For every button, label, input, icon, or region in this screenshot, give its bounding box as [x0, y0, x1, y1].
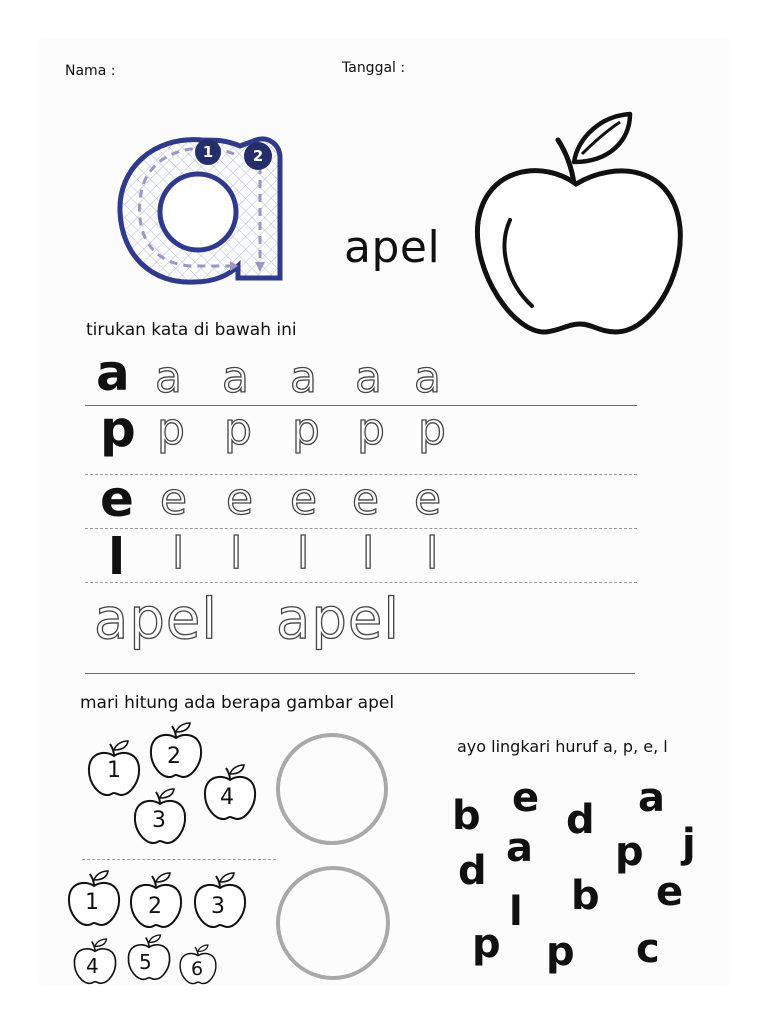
- count-instruction: mari hitung ada berapa gambar apel: [80, 693, 395, 713]
- apple-count-number: 2: [167, 744, 181, 769]
- hunt-letter[interactable]: d: [566, 797, 595, 843]
- apple-count-number: 6: [191, 958, 204, 980]
- apple-count-number: 1: [85, 890, 99, 915]
- trace-letter[interactable]: a: [355, 352, 382, 403]
- hunt-letter[interactable]: b: [571, 873, 600, 919]
- hunt-letter[interactable]: e: [512, 775, 540, 821]
- hunt-letter[interactable]: p: [546, 929, 575, 975]
- trace-letter[interactable]: l: [426, 528, 439, 579]
- trace-letter[interactable]: p: [224, 404, 252, 455]
- hunt-letter[interactable]: p: [472, 921, 501, 967]
- date-label: Tanggal :: [342, 60, 406, 76]
- hunt-letter[interactable]: c: [636, 926, 660, 972]
- step-2-badge: 2: [244, 142, 272, 170]
- step-1-badge: 1: [195, 139, 221, 165]
- apple-count-number: 3: [211, 894, 225, 919]
- trace-letter[interactable]: p: [418, 404, 446, 455]
- hunt-letter[interactable]: p: [615, 829, 644, 875]
- trace-letter[interactable]: l: [297, 528, 310, 579]
- hunt-letter[interactable]: e: [656, 869, 684, 915]
- divider: [82, 859, 276, 860]
- trace-letter[interactable]: a: [414, 352, 441, 403]
- trace-letter[interactable]: e: [414, 474, 442, 525]
- apple-outline-icon: [470, 110, 690, 346]
- model-letter-p: p: [100, 400, 136, 458]
- trace-letter[interactable]: e: [160, 474, 188, 525]
- line: [85, 528, 637, 529]
- hunt-letter[interactable]: b: [452, 793, 481, 839]
- trace-letter[interactable]: l: [230, 528, 243, 579]
- trace-letter[interactable]: e: [352, 474, 380, 525]
- trace-letter[interactable]: a: [290, 352, 317, 403]
- trace-letter[interactable]: e: [226, 474, 254, 525]
- name-label: Nama :: [65, 63, 116, 79]
- trace-word[interactable]: apel: [94, 587, 218, 652]
- copy-instruction: tirukan kata di bawah ini: [86, 320, 297, 340]
- trace-letter[interactable]: e: [290, 474, 318, 525]
- hero-word: apel: [344, 222, 441, 273]
- trace-letter[interactable]: a: [222, 352, 249, 403]
- trace-letter[interactable]: p: [292, 404, 320, 455]
- apple-count-number: 2: [148, 894, 162, 919]
- trace-letter[interactable]: p: [157, 404, 185, 455]
- line: [85, 582, 637, 583]
- hunt-letter[interactable]: a: [506, 825, 533, 871]
- apple-count-number: 5: [139, 950, 152, 974]
- trace-letter[interactable]: l: [362, 528, 375, 579]
- trace-word[interactable]: apel: [276, 587, 400, 652]
- hunt-letter[interactable]: l: [509, 889, 523, 935]
- hunt-letter[interactable]: j: [682, 821, 696, 867]
- trace-letter[interactable]: p: [357, 404, 385, 455]
- circle-instruction: ayo lingkari huruf a, p, e, l: [457, 737, 668, 756]
- trace-letter[interactable]: a: [155, 352, 182, 403]
- hunt-letter[interactable]: d: [458, 848, 487, 894]
- model-letter-l: l: [108, 528, 126, 586]
- trace-letter[interactable]: l: [172, 528, 185, 579]
- model-letter-a: a: [96, 344, 130, 402]
- line: [85, 673, 635, 674]
- hunt-letter[interactable]: a: [638, 775, 665, 821]
- model-letter-e: e: [100, 470, 134, 528]
- apple-count-number: 3: [152, 808, 166, 833]
- answer-circle[interactable]: [276, 866, 390, 980]
- apple-count-number: 4: [220, 785, 234, 810]
- apple-count-number: 1: [107, 758, 121, 783]
- answer-circle[interactable]: [276, 733, 388, 845]
- apple-count-number: 4: [86, 954, 99, 978]
